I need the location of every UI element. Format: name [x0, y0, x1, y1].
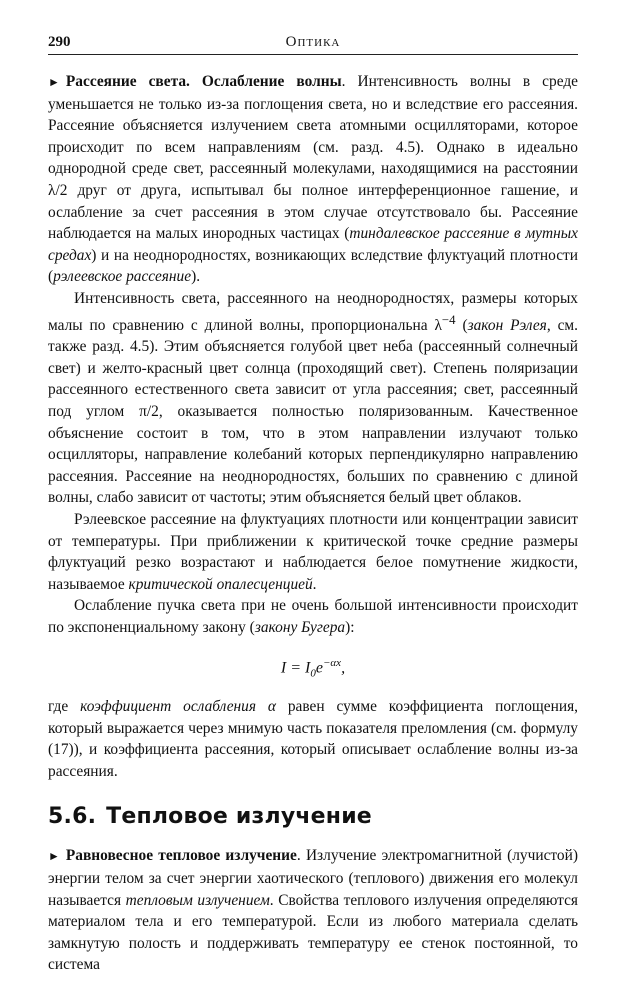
text-span: , см. также разд. 4.5). Этим объясняется голубой цвет неба (рассеянный солнечный свет) и желто-красный цвет солнца (проходящий свет). Степень поляризации рассеянного естественного света зависит от угла рассеяния; свет, рассеянный под углом π/2, оказывается полностью поляризованным. Качественное объяснение состоит в том, что в этом направлении излучают только осцилляторы, направление колебаний которых перпендикулярно направлению рассеяния. Рассеяние на неоднородностях, больших по сравнению с длиной волны, слабо зависит от частоты; этим объясняется белый цвет облаков.	[48, 316, 578, 507]
paragraph-rayleigh-law	[48, 288, 578, 509]
text-span: где	[48, 698, 81, 716]
formula-subscript: 0	[310, 667, 316, 680]
italic-term: закон Рэлея	[467, 316, 547, 334]
formula-exponent: −αx	[322, 656, 342, 669]
italic-term: тиндалевское рассеяние в мутных средах	[48, 225, 578, 264]
text-span: . Свойства теплового излучения определяются материалом тела и его температурой. Если из любого материала сделать замкнутую полость и поддерживать температуру ее стенок постоянной, то система	[48, 891, 579, 974]
italic-term: тепловым излучением	[125, 891, 270, 909]
text-span: ) и на неоднородностях, возникающих вследствие флуктуаций плотности (	[48, 246, 578, 286]
formula-base: e	[315, 658, 323, 676]
text-span: (	[455, 316, 468, 334]
text-span: Рэлеевское рассеяние на флуктуациях плотности или концентрации зависит от температуры. При приближении к критической точке средние размеры флуктуаций резко возрастают и наблюдается белое помутнение жидкости, называемое	[48, 511, 578, 593]
italic-term: рэлеевское рассеяние	[53, 268, 192, 286]
text-span: ).	[191, 268, 201, 286]
running-title: Оптика	[285, 34, 341, 50]
text-span: равен сумме коэффициента поглощения, который выражается через мнимую часть показателя преломления (см. формулу (17)), и коэффициента рассеяния, который описывает ослабление волны из-за рассеяния.	[48, 698, 579, 780]
page-number: 290	[48, 34, 71, 50]
paragraph-bouguer-law	[48, 595, 578, 638]
triangle-bullet-icon: ►	[48, 75, 60, 89]
paragraph-attenuation-coefficient	[48, 696, 578, 782]
italic-term: критической опалесценцией	[128, 575, 313, 593]
section-number: 5.6.	[48, 804, 97, 830]
text-span: .	[312, 575, 317, 593]
paragraph-thermal-radiation	[48, 845, 578, 976]
exponent: −4	[441, 312, 456, 327]
run-in-heading: Равновесное тепловое излучение	[65, 847, 297, 865]
italic-term: коэффициент ослабления α	[80, 698, 276, 716]
section-heading	[48, 804, 578, 829]
text-span: Интенсивность света, рассеянного на неоднородностях, размеры которых малы по сравнению с длиной волны, пропорциональна λ	[48, 289, 578, 334]
text-span: Ослабление пучка света при не очень большой интенсивности происходит по экспоненциальному закону (	[48, 597, 578, 636]
italic-term: закону Бугера	[254, 618, 346, 636]
bouguer-formula	[48, 657, 578, 680]
book-page	[48, 34, 578, 976]
formula-lhs: I = I	[280, 658, 311, 676]
page-header	[48, 34, 578, 55]
section-title: Тепловое излучение	[106, 804, 372, 830]
text-span: . Излучение электромагнитной (лучистой) энергии телом за счет энергии хаотического (теплового) движения его молекул называется	[48, 847, 578, 909]
triangle-bullet-icon: ►	[48, 849, 60, 864]
paragraph-critical-opalescence	[48, 509, 578, 595]
text-span: ):	[345, 618, 355, 636]
paragraph-scattering-intro	[48, 71, 578, 288]
run-in-heading: Рассеяние света. Ослабление волны	[65, 73, 342, 90]
text-span: . Интенсивность волны в среде уменьшается не только из-за поглощения света, но и вследствие его рассеяния. Рассеяние объясняется излучением света атомными осцилляторами, которое происходит по всем направлениям (см. разд. 4.5). Однако в идеально однородной среде свет, рассеянный молекулами, находящимися на расстоянии λ/2 друг от друга, испытывал бы полное интерференционное гашение, и ослабление за счет рассеяния в этом случае отсутствовало бы. Рассеяние наблюдается на малых инородных частицах (	[48, 73, 578, 243]
formula-comma: ,	[341, 658, 346, 676]
